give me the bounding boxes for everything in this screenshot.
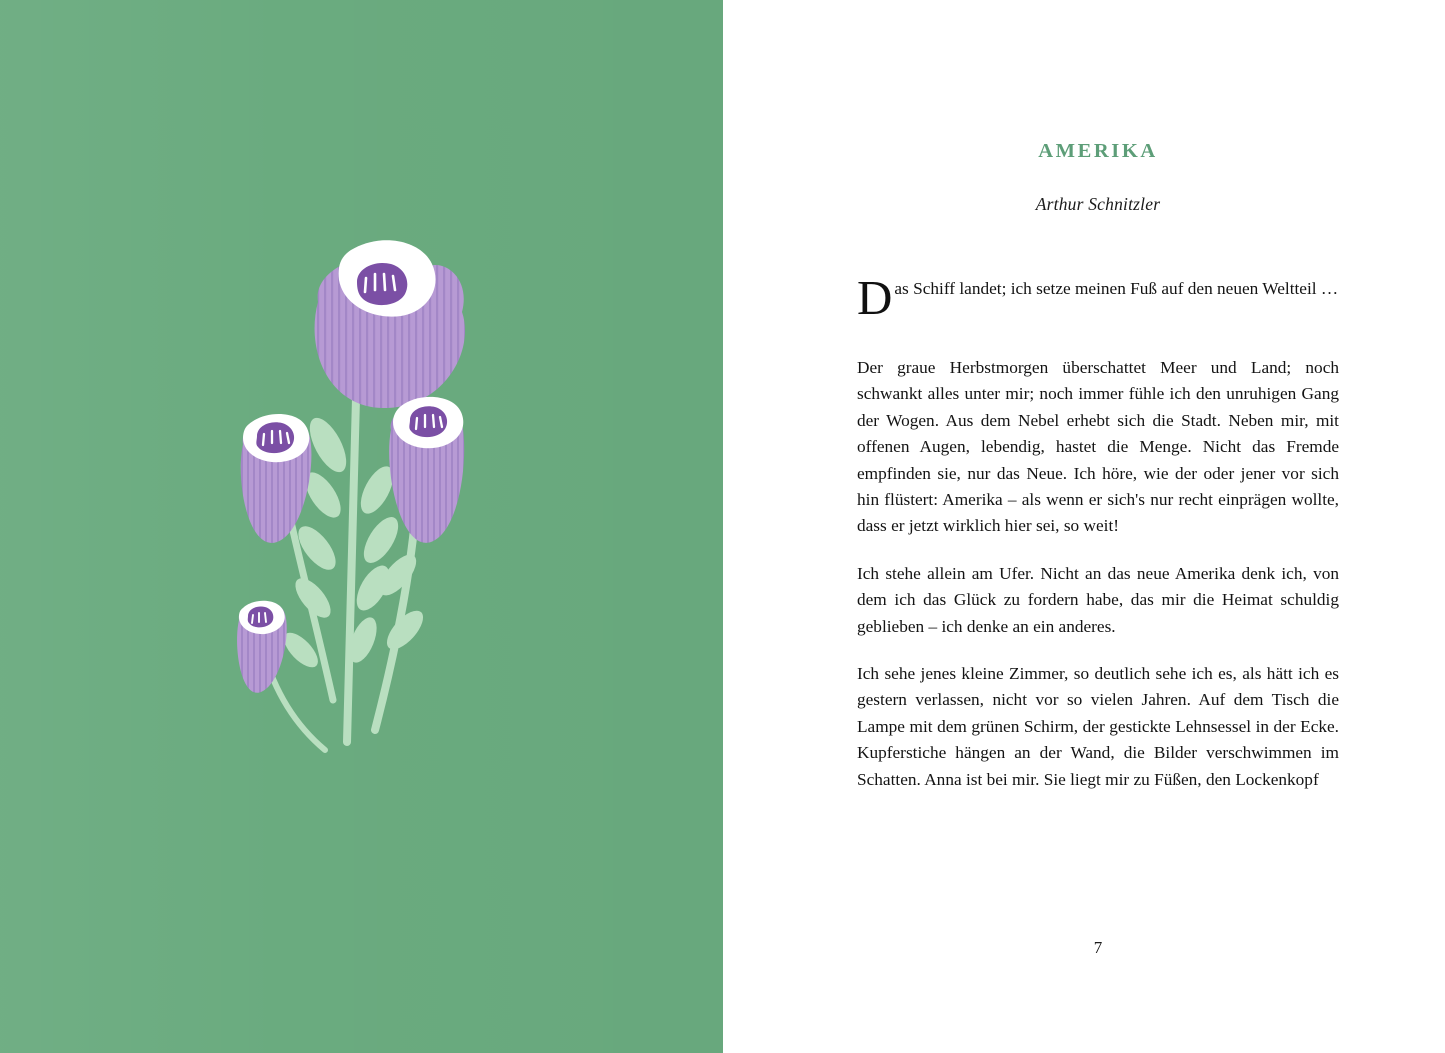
drop-cap: D <box>857 270 893 325</box>
paragraph-1 <box>857 270 1339 334</box>
body-text <box>857 270 1339 814</box>
paragraph-4: Ich sehe jenes kleine Zimmer, so deutlich sehe ich es, als hätt ich es gestern verlassen, nicht vor so vielen Jahren. Auf dem Tisch die Lampe mit dem grünen Schirm, der gestickte Lehnsessel in der Ecke. Kupferstiche hängen an der Wand, die Bilder verschwimmen im Schatten. Anna ist bei mir. Sie liegt mir zu Füßen, den Lockenkopf <box>857 664 1339 789</box>
tulip-left <box>241 414 312 543</box>
tulip-bud-small <box>237 601 287 693</box>
right-page-text <box>723 0 1445 1053</box>
tulip-large <box>315 240 465 408</box>
purple-tulip-flowers-illustration <box>205 230 535 770</box>
author-name: Arthur Schnitzler <box>1035 194 1161 214</box>
tulip-right <box>389 397 464 543</box>
page-number: 7 <box>1093 938 1103 957</box>
chapter-title: AMERIKA <box>1038 140 1158 162</box>
paragraph-3: Ich stehe allein am Ufer. Nicht an das neue Amerika denk ich, von dem ich das Glück zu fordern habe, das mir die Heimat schuldig geblieben – ich denke an ein anderes. <box>857 563 1339 636</box>
text-block <box>857 0 1339 1053</box>
paragraph-1-text: as Schiff landet; ich setze meinen Fuß auf den neuen Weltteil … <box>894 279 1339 298</box>
paragraph-2: Der graue Herbstmorgen überschattet Meer und Land; noch schwankt alles unter mir; noch immer fühle ich den unruhigen Gang der Wogen. Aus dem Nebel erhebt sich die Stadt. Neben mir, mit offenen Augen, lebendig, hastet die Menge. Nicht das Fremde empfinden sie, nur das Neue. Ich höre, wie der oder jener vor sich hin flüstert: Amerika – als wenn er sich's nur recht einprägen wollte, dass er jetzt wirklich hier sei, so weit! <box>857 358 1339 536</box>
